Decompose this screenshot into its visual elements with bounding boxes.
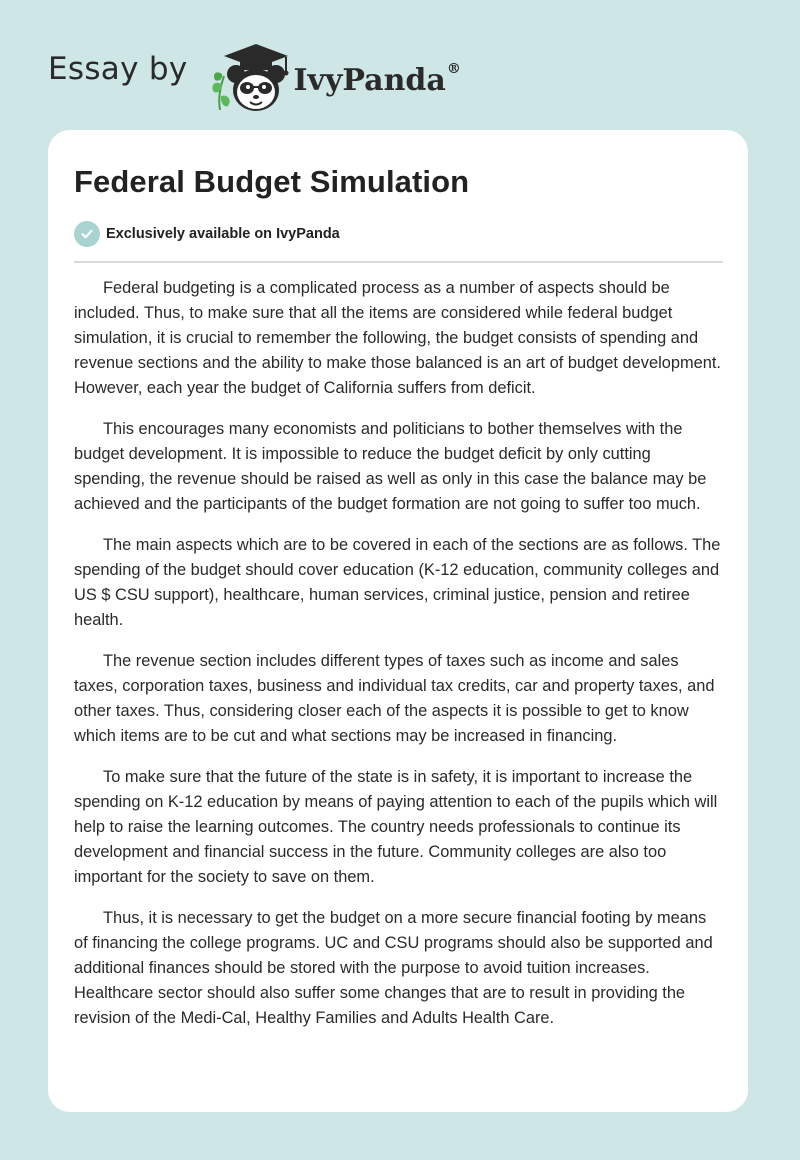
check-circle-icon: [74, 221, 100, 247]
essay-body: [74, 276, 724, 1047]
registered-mark: ®: [446, 60, 461, 77]
page-title: Federal Budget Simulation: [74, 164, 470, 199]
paragraph: Federal budgeting is a complicated process as a number of aspects should be included. Thus, to make sure that all the items are considered while federal budget simulation, it is crucial to remember the following, the budget consists of spending and revenue sections and the ability to make those balanced is an art of budget development. However, each year the budget of California suffers from deficit.: [74, 279, 721, 397]
paragraph: To make sure that the future of the state is in safety, it is important to increase the spending on K-12 education by means of paying attention to each of the pupils which will help to raise the learning outcomes. The country needs professionals to continue its development and financial success in the future. Community colleges are also too important for the society to save on them.: [74, 768, 718, 886]
site-header-logo[interactable]: [48, 36, 461, 116]
paragraph: The main aspects which are to be covered in each of the sections are as follows. The spending of the budget should cover education (K-12 education, community colleges and US $ CSU support), healthcare, human services, criminal justice, pension and retiree health.: [74, 536, 721, 629]
paragraph: This encourages many economists and politicians to bother themselves with the budget development. It is impossible to reduce the budget deficit by only cutting spending, the revenue should be raised as well as only in this case the balance may be achieved and the participants of the budget formation are not going to suffer too much.: [74, 420, 707, 513]
essay-card: [48, 130, 748, 1112]
paragraph: The revenue section includes different types of taxes such as income and sales taxes, corporation taxes, business and individual tax credits, car and property taxes, and other taxes. Thus, considering closer each of the aspects it is possible to get to know which items are to be cut and what sections may be increased in financing.: [74, 652, 715, 745]
panda-logo-icon: [202, 36, 298, 116]
divider: [74, 261, 723, 263]
ivypanda-brand-name: IvyPanda®: [293, 60, 461, 98]
exclusive-badge: [74, 221, 340, 247]
exclusive-badge-label: Exclusively available on IvyPanda: [106, 226, 340, 242]
paragraph: Thus, it is necessary to get the budget on a more secure financial footing by means of financing the college programs. UC and CSU programs should also be supported and additional finances should be stored with the purpose to avoid tuition increases. Healthcare sector should also suffer some changes that are to result in providing the revision of the Medi-Cal, Healthy Families and Adults Health Care.: [74, 909, 713, 1027]
essay-by-label: Essay by: [48, 51, 188, 87]
